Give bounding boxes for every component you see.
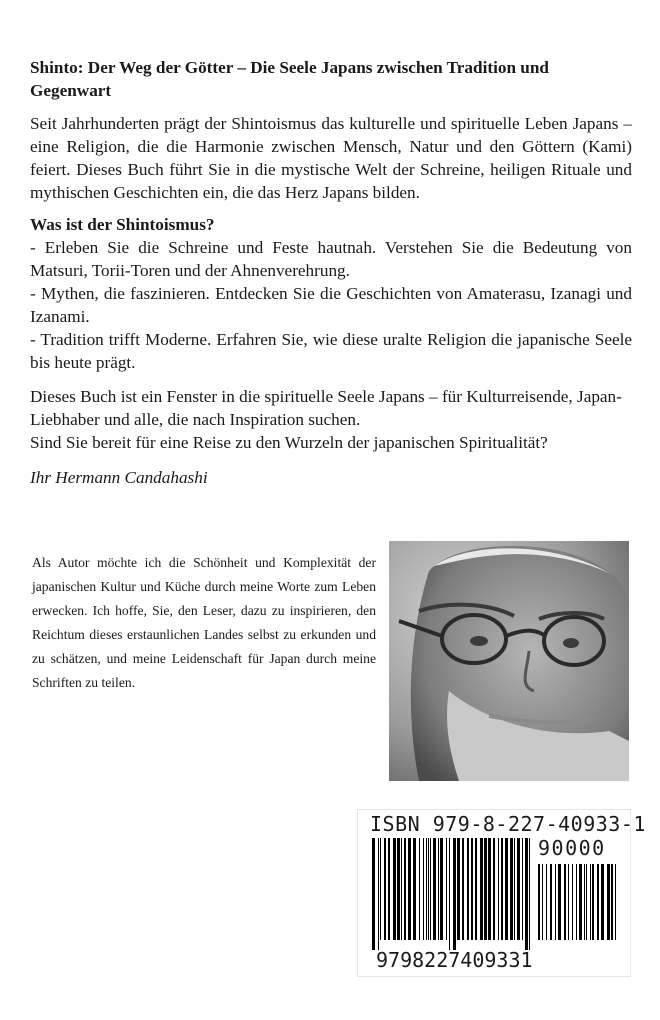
isbn-barcode (357, 809, 646, 977)
barcode-bar (601, 864, 604, 940)
bullet-list (30, 236, 632, 374)
barcode-bar (438, 838, 439, 940)
barcode-bar (419, 838, 420, 940)
ean-digits: 9798227409331 (376, 948, 533, 972)
barcode-bar (546, 864, 547, 940)
barcode-bar (440, 838, 443, 940)
barcode-bar (590, 864, 591, 940)
bullet-item: - Erleben Sie die Schreine und Feste hautnah. Verstehen Sie die Bedeutung von Matsuri, Torii-Toren und der Ahnenverehrung. (30, 238, 632, 280)
section-heading: Was ist der Shintoismus? (30, 215, 215, 234)
barcode-bar (584, 864, 585, 940)
barcode-bar (462, 838, 464, 940)
barcode-bar (433, 838, 436, 940)
barcode-bar (372, 838, 375, 950)
price-addon-label: 90000 (538, 836, 606, 860)
barcode-bar (615, 864, 616, 940)
barcode-bar (404, 838, 406, 940)
barcode-bar (378, 838, 379, 950)
barcode-bar (555, 864, 556, 940)
barcode-bar (568, 864, 569, 940)
barcode-bar (505, 838, 508, 940)
barcode-bar (471, 838, 473, 940)
bullet-item: - Mythen, die faszinieren. Entdecken Sie die Geschichten von Amaterasu, Izanagi und Izanami. (30, 284, 632, 326)
barcode-bar (558, 864, 561, 940)
barcode-bar (525, 838, 528, 950)
barcode-bar (475, 838, 477, 940)
barcode-bar (493, 838, 495, 940)
barcode-bar (446, 838, 447, 940)
barcode-bar (457, 838, 460, 940)
barcode-bar (542, 864, 543, 940)
isbn-label: ISBN 979-8-227-40933-1 (370, 812, 646, 836)
book-title: Shinto: Der Weg der Götter – Die Seele Japans zwischen Tradition und Gegenwart (30, 58, 549, 100)
barcode-bar (597, 864, 599, 940)
barcode-bar (586, 864, 587, 940)
barcode-bar (611, 864, 613, 940)
barcode-bar (384, 838, 386, 940)
barcode-bar (572, 864, 573, 940)
barcode-bar (517, 838, 520, 940)
barcode-bar (430, 838, 431, 940)
barcode-bar (393, 838, 396, 940)
barcode-bar (514, 838, 515, 940)
author-statement: Als Autor möchte ich die Schönheit und Komplexität der japanischen Kultur und Küche durch meine Worte zum Leben erwecken. Ich hoffe, Sie, den Leser, dazu zu inspirieren, den Reichtum dieses erstaunlichen Landes selbst zu erkunden und zu schätzen, und meine Leidenschaft für Japan durch meine Schriften zu teilen. (32, 555, 376, 690)
barcode-bar (538, 864, 540, 940)
barcode-bar (579, 864, 582, 940)
barcode-bar (529, 838, 530, 950)
barcode-bar (397, 838, 400, 940)
barcode-bar (550, 864, 552, 940)
barcode-bar (449, 838, 450, 950)
barcode-bar (501, 838, 503, 940)
back-cover-blurb (30, 56, 632, 498)
barcode-bar (592, 864, 594, 940)
barcode-bar (408, 838, 411, 940)
barcode-bar (480, 838, 483, 940)
barcode-bar (426, 838, 427, 940)
closing-paragraph: Dieses Buch ist ein Fenster in die spirituelle Seele Japans – für Kulturreisende, Japan-Liebhaber und alle, die nach Inspiration suchen. (30, 387, 622, 429)
addon-barcode-bars (538, 864, 618, 950)
barcode-bar (401, 838, 402, 940)
barcode-bar (467, 838, 469, 940)
bullet-item: - Tradition trifft Moderne. Erfahren Sie, wie diese uralte Religion die japanische Seele bis heute prägt. (30, 330, 632, 372)
barcode-bar (484, 838, 487, 940)
author-signature: Ihr Hermann Candahashi (30, 468, 208, 487)
intro-paragraph: Seit Jahrhunderten prägt der Shintoismus das kulturelle und spirituelle Leben Japans – eine Religion, die die Harmonie zwischen Mensch, Natur und den Göttern (Kami) feiert. Dieses Buch führt Sie in die mystische Welt der Schreine, heiligen Rituale und mythischen Geschichten ein, die das Herz Japans bilden. (30, 114, 632, 202)
barcode-bar (413, 838, 416, 940)
barcode-bar (607, 864, 610, 940)
barcode-bar (380, 838, 381, 940)
barcode-bar (488, 838, 491, 940)
closing-question: Sind Sie bereit für eine Reise zu den Wurzeln der japanischen Spiritualität? (30, 433, 548, 452)
barcode-bar (423, 838, 424, 940)
barcode-bar (428, 838, 429, 940)
author-portrait-image (389, 541, 629, 781)
barcode-bar (498, 838, 499, 940)
barcode-bar (522, 838, 523, 940)
barcode-bar (510, 838, 513, 940)
barcode-bar (576, 864, 577, 940)
barcode-bar (564, 864, 566, 940)
barcode-bar (388, 838, 390, 940)
ean-barcode-bars (372, 838, 532, 950)
author-photo (389, 541, 629, 781)
barcode-bar (453, 838, 456, 950)
